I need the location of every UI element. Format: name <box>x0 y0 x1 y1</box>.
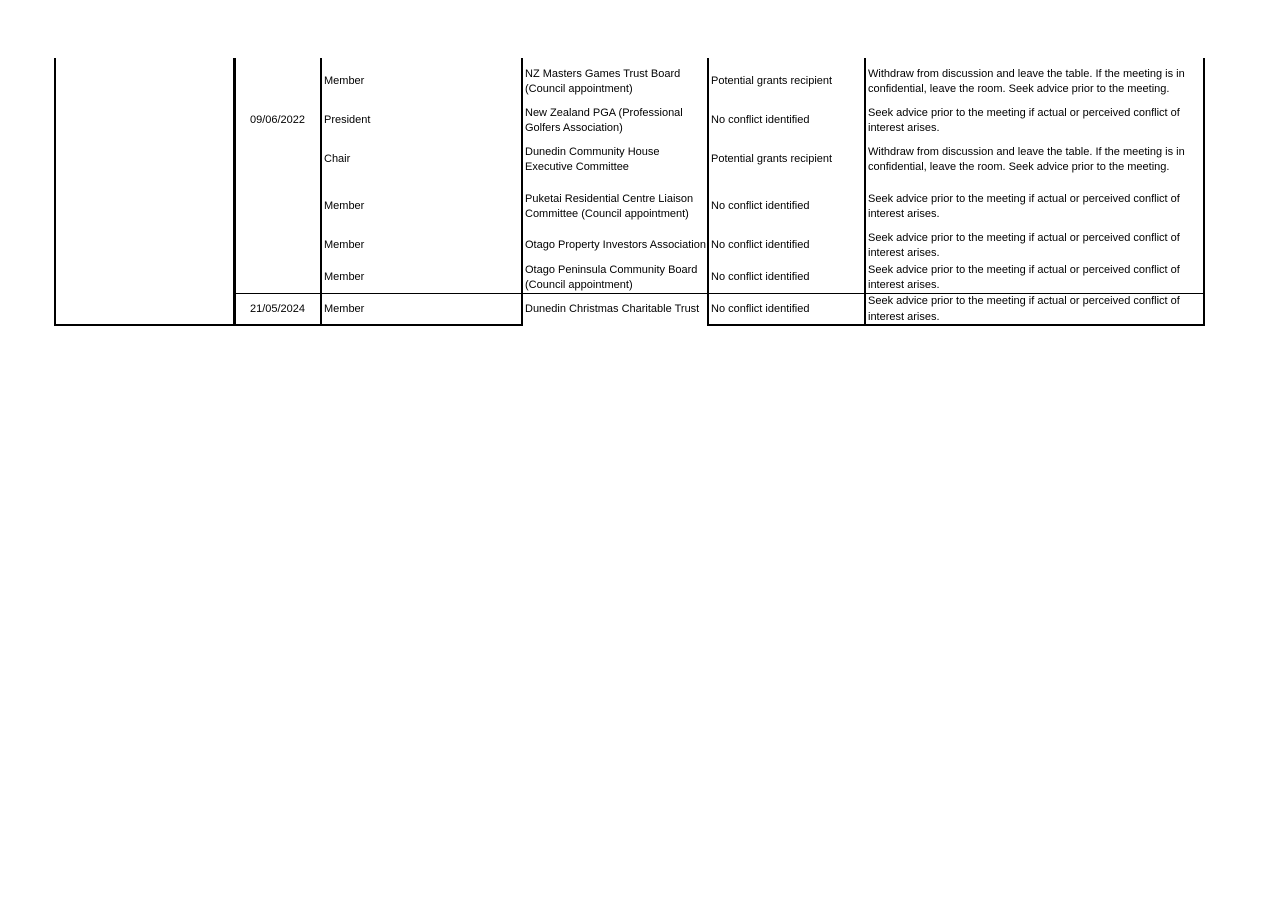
column-divider <box>1203 58 1205 326</box>
conflict-cell: No conflict identified <box>711 114 810 127</box>
role-cell: Member <box>324 239 365 252</box>
action-cell: Seek advice prior to the meeting if actual or perceived conflict of interest arises. <box>868 231 1180 259</box>
role-cell: Member <box>324 75 365 88</box>
organisation-cell: Dunedin Community House Executive Committee <box>525 145 660 173</box>
organisation-cell: Otago Property Investors Association <box>525 239 706 252</box>
role-cell: Chair <box>324 153 351 166</box>
action-cell: Withdraw from discussion and leave the table. If the meeting is in confidential, leave the room. Seek advice prior to the meeting. <box>868 145 1185 173</box>
member-name-cell <box>54 58 236 326</box>
organisation-cell: Otago Peninsula Community Board (Council appointment) <box>525 263 698 291</box>
role-cell: President <box>324 114 371 127</box>
organisation-cell: New Zealand PGA (Professional Golfers Association) <box>525 106 683 134</box>
role-cell: Member <box>324 200 365 213</box>
date-cell: 21/05/2024 <box>249 302 306 315</box>
role-cell: Member <box>324 271 365 284</box>
conflict-cell: No conflict identified <box>711 271 810 284</box>
role-cell: Member <box>324 302 365 315</box>
action-cell: Seek advice prior to the meeting if actual or perceived conflict of interest arises. <box>868 106 1180 134</box>
organisation-cell: Puketai Residential Centre Liaison Committee (Council appointment) <box>525 192 694 220</box>
conflict-cell: No conflict identified <box>711 302 810 315</box>
organisation-cell: Dunedin Christmas Charitable Trust <box>525 302 700 315</box>
date-cell: 09/06/2022 <box>249 114 306 127</box>
action-cell: Seek advice prior to the meeting if actual or perceived conflict of interest arises. <box>868 192 1180 220</box>
conflict-cell: Potential grants recipient <box>711 153 833 166</box>
action-cell: Seek advice prior to the meeting if actual or perceived conflict of interest arises. <box>868 295 1180 323</box>
action-cell: Seek advice prior to the meeting if actual or perceived conflict of interest arises. <box>868 263 1180 291</box>
conflict-cell: Potential grants recipient <box>711 75 833 88</box>
action-cell: Withdraw from discussion and leave the table. If the meeting is in confidential, leave the room. Seek advice prior to the meeting. <box>868 67 1185 95</box>
conflict-cell: No conflict identified <box>711 239 810 252</box>
conflict-cell: No conflict identified <box>711 200 810 213</box>
organisation-cell: NZ Masters Games Trust Board (Council appointment) <box>525 67 681 95</box>
